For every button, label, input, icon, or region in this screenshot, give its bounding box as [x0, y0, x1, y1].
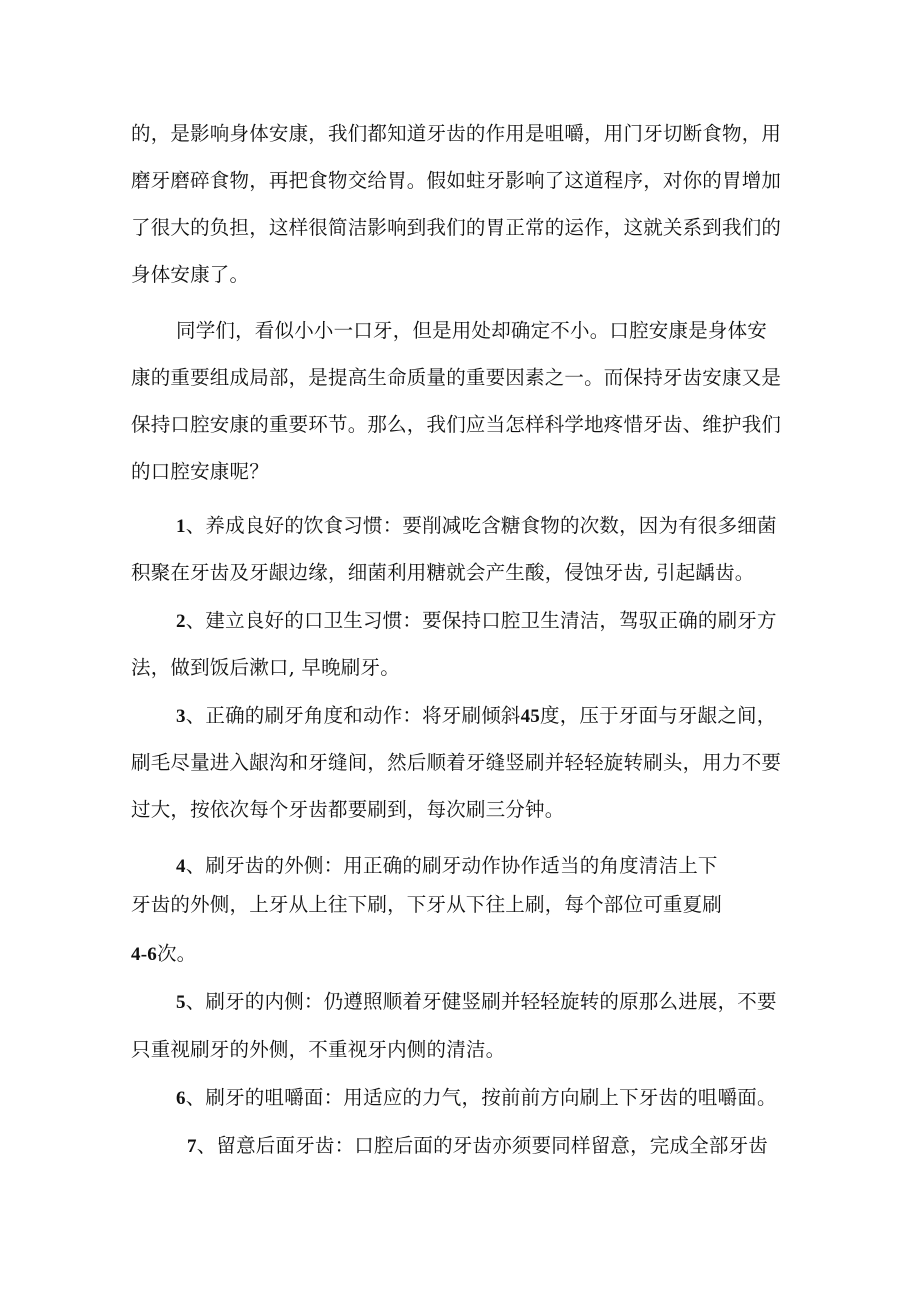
item-text: 、正确的刷牙角度和动作：将牙刷倾斜: [185, 704, 521, 727]
item-text: 、刷牙的咀嚼面：用适应的力气，按前前方向刷上下牙齿的咀嚼面。: [185, 1086, 777, 1109]
text-line: 康的重要组成局部，是提高生命质量的重要因素之一。而保持牙齿安康又是: [131, 366, 782, 389]
list-item-4-line: [176, 854, 718, 879]
item-number: 6: [176, 1088, 186, 1109]
list-item-1-line: [176, 514, 777, 539]
list-item-5-line: [176, 990, 777, 1015]
text-line: 保持口腔安康的重要环节。那么，我们应当怎样科学地疼惜牙齿、维护我们: [131, 413, 782, 436]
list-item-7-line: [187, 1134, 768, 1159]
item-number: 5: [176, 992, 186, 1013]
text-line: 牙齿的外侧，上牙从上往下刷，下牙从下往上刷，每个部位可重夏刷: [131, 893, 723, 916]
text-line: 了很大的负担，这样很简洁影响到我们的胃正常的运作，这就关系到我们的: [131, 216, 782, 239]
item-text: 、建立良好的口卫生习惯：要保持口腔卫生清洁，驾驭正确的刷牙方: [185, 609, 777, 632]
item-text: 次。: [156, 942, 197, 965]
count-value: 4-6: [131, 944, 157, 965]
list-item-2-line: [176, 609, 777, 634]
list-item-4-line-3: [131, 942, 196, 967]
text-line: 身体安康了。: [131, 263, 250, 286]
list-item-6-line: [176, 1086, 777, 1111]
item-text: 、刷牙的内侧：仍遵照顺着牙健竖刷并轻轻旋转的原那么进展，不要: [185, 990, 777, 1013]
item-number: 2: [176, 611, 186, 632]
angle-value: 45: [520, 706, 541, 727]
text-line: 法，做到饭后漱口, 早晚刷牙。: [131, 656, 400, 679]
item-number: 3: [176, 706, 186, 727]
item-number: 7: [187, 1136, 197, 1157]
item-text: 度，压于牙面与牙龈之间，: [540, 704, 777, 727]
list-item-3-line: [176, 704, 776, 729]
text-line: 同学们，看似小小一口牙，但是用处却确定不小。口腔安康是身体安: [176, 319, 768, 342]
item-text: 、养成良好的饮食习惯：要削减吃含糖食物的次数，因为有很多细菌: [185, 514, 777, 537]
text-line: 只重视刷牙的外侧，不重视牙内侧的清洁。: [131, 1038, 506, 1061]
text-line: 积聚在牙齿及牙龈边缘，细菌利用糖就会产生酸，侵蚀牙齿, 引起龋齿。: [131, 561, 755, 584]
text-line: 的口腔安康呢？: [131, 460, 269, 483]
text-line: 过大，按依次每个牙齿都要刷到，每次刷三分钟。: [131, 798, 565, 821]
text-line: 的，是影响身体安康，我们都知道牙齿的作用是咀嚼，用门牙切断食物，用: [131, 122, 782, 145]
item-text: 、留意后面牙齿：口腔后面的牙齿亦须要同样留意，完成全部牙齿: [196, 1134, 769, 1157]
item-text: 、刷牙齿的外侧：用正确的刷牙动作协作适当的角度清洁上下: [185, 854, 718, 877]
text-line: 刷毛尽量进入龈沟和牙缝间，然后顺着牙缝竖刷并轻轻旋转刷头，用力不要: [131, 751, 782, 774]
text-line: 磨牙磨碎食物，再把食物交给胃。假如蛀牙影响了这道程序，对你的胃增加: [131, 169, 782, 192]
item-number: 4: [176, 856, 186, 877]
item-number: 1: [176, 516, 186, 537]
